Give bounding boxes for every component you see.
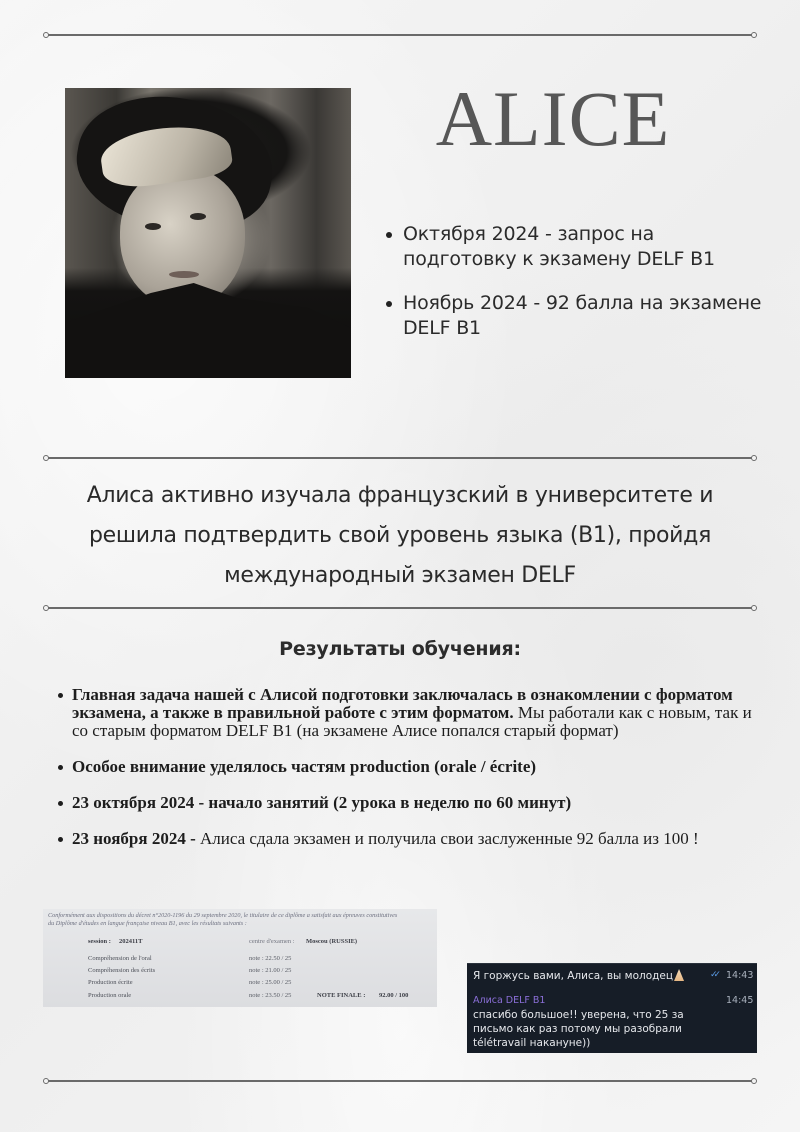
highlight-item: Октября 2024 - запрос на подготовку к экзамену DELF B1 — [385, 222, 765, 272]
highlights-list — [385, 222, 765, 360]
certificate-centre-value: Moscou (RUSSIE) — [306, 938, 358, 945]
photo-eye-right — [190, 213, 206, 220]
certificate-decree-line: du Diplôme d'études en langue française niveau B1, avec les résultats suivants : — [48, 920, 247, 927]
folded-hands-icon — [674, 969, 684, 981]
certificate-row-label: Compréhension de l'oral — [88, 955, 152, 962]
results-item — [56, 830, 768, 848]
divider-top — [46, 34, 754, 36]
results-item — [56, 794, 768, 812]
chat-message-outgoing — [473, 969, 684, 982]
results-item-text: Мы работали как с новым, так и со старым форматом DELF B1 (на экзамене Алисе попался старый формат) — [72, 703, 752, 740]
certificate-row-label: Compréhension des écrits — [88, 967, 156, 974]
chat-message-outgoing-text: Я горжусь вами, Алиса, вы молодец — [473, 970, 674, 982]
certificate-row-label: Production orale — [88, 992, 132, 999]
chat-screenshot — [467, 963, 757, 1053]
certificate-row-score: note : 25.00 / 25 — [249, 979, 292, 986]
certificate-row-score: note : 21.00 / 25 — [249, 967, 292, 974]
results-item-bold: 23 октября 2024 - начало занятий (2 урока в неделю по 60 минут) — [72, 793, 572, 812]
certificate-decree-line: Conformément aux dispositions du décret n°2020-1196 du 29 septembre 2020, le titulaire de ce diplôme a satisfait aux épreuves constitutives — [48, 912, 398, 919]
results-item-text: Алиса сдала экзамен и получила свои заслуженные 92 балла из 100 ! — [195, 829, 699, 848]
results-item-bold: Особое внимание уделялось частям production (orale / écrite) — [72, 757, 537, 776]
results-item-bold: 23 ноября 2024 - — [72, 829, 196, 848]
photo-mouth — [169, 271, 199, 278]
certificate-session-value: 202411T — [119, 938, 143, 945]
results-heading: Результаты обучения: — [279, 638, 521, 660]
divider-bottom — [46, 1080, 754, 1082]
chat-message-outgoing-time: 14:43 — [726, 970, 754, 981]
divider-intro-top — [46, 457, 754, 459]
divider-intro-bottom — [46, 607, 754, 609]
intro-paragraph: Алиса активно изучала французский в университете и решила подтвердить свой уровень языка (B1), пройдя международный экзамен DELF — [86, 483, 714, 588]
photo-eye-left — [145, 223, 161, 230]
portrait-photo — [65, 88, 351, 378]
photo-coat-shape — [65, 283, 351, 378]
certificate-row-score: note : 22.50 / 25 — [249, 955, 292, 962]
certificate-row-label: Production écrite — [88, 979, 133, 986]
chat-message-incoming-text: спасибо большое!! уверена, что 25 за письмо как раз потому мы разобрали télétravail накануне)) — [473, 1009, 684, 1049]
results-item — [56, 758, 768, 776]
results-item — [56, 686, 768, 740]
certificate-centre-label: centre d'examen : — [249, 938, 295, 945]
certificate-final-label: NOTE FINALE : — [317, 992, 366, 999]
chat-sender-name: Алиса DELF B1 — [473, 995, 546, 1006]
certificate-decree — [48, 912, 436, 928]
results-item-bold: Главная задача нашей с Алисой подготовки заключалась в ознакомлении с форматом экзамена, а также в правильной работе с этим форматом. — [72, 685, 733, 722]
read-checks-icon: ✓✓ — [710, 970, 718, 980]
chat-message-incoming-time: 14:45 — [726, 995, 754, 1006]
certificate-final-value: 92.00 / 100 — [379, 992, 409, 999]
student-name-title: ALICE — [435, 75, 671, 162]
highlight-item: Ноябрь 2024 - 92 балла на экзамене DELF B1 — [385, 291, 765, 341]
certificate-session-label: session : — [88, 938, 111, 945]
results-list — [56, 686, 768, 866]
certificate-excerpt — [43, 909, 437, 1007]
certificate-row-score: note : 23.50 / 25 — [249, 992, 292, 999]
